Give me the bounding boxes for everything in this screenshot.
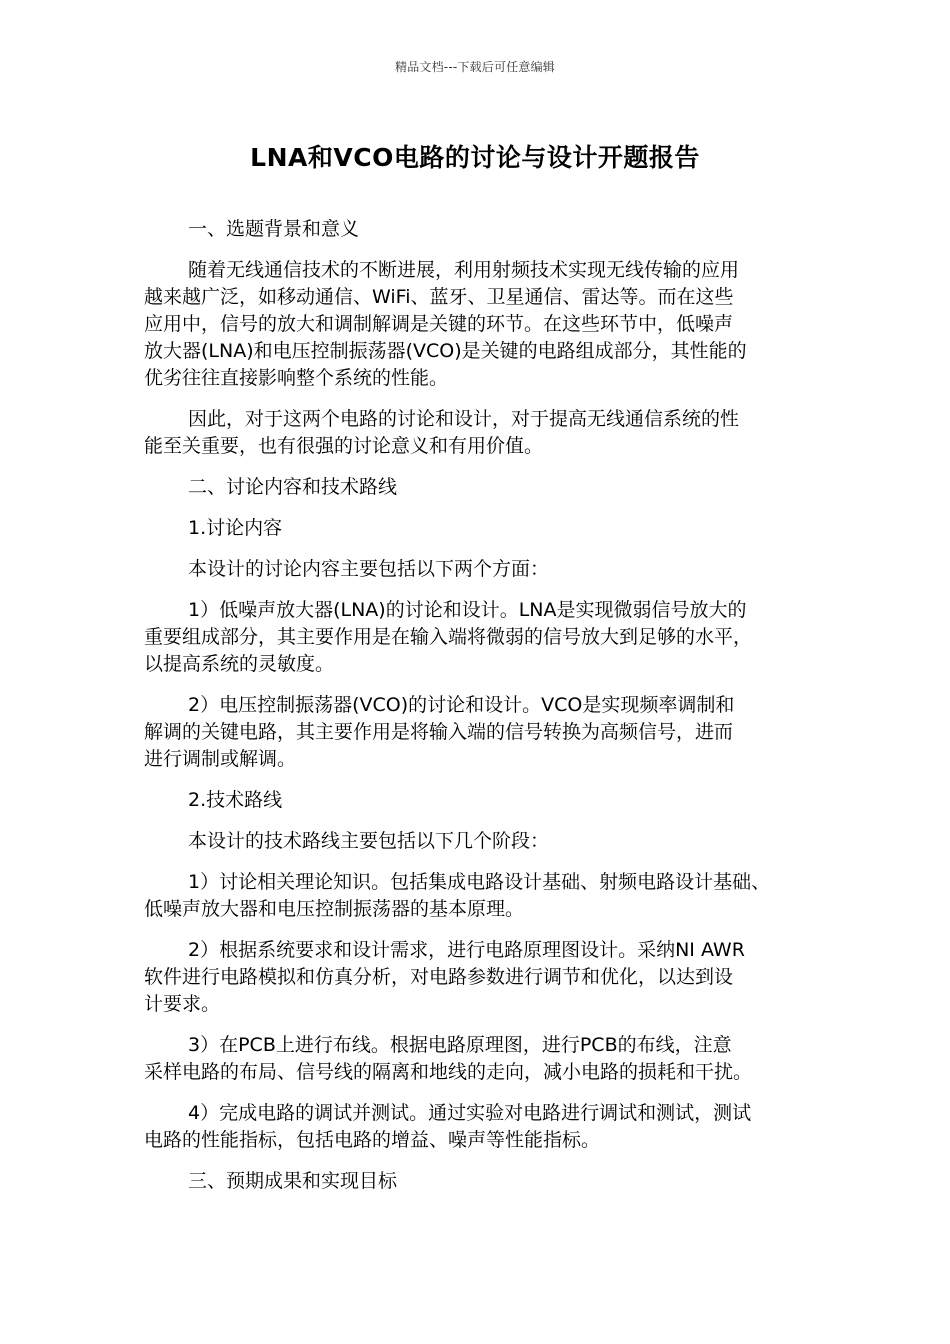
paragraph (144, 1168, 816, 1195)
paragraph-line: 计要求。 (144, 993, 221, 1015)
paragraph (144, 556, 816, 583)
paragraph-line: 软件进行电路模拟和仿真分析，对电路参数进行调节和优化，以达到设 (144, 966, 734, 988)
paragraph-line: 低噪声放大器和电压控制振荡器的基本原理。 (144, 898, 525, 920)
paragraph-line: 4）完成电路的调试并测试。通过实验对电路进行调试和测试，测试 (188, 1102, 752, 1124)
paragraph-line: 一、选题背景和意义 (188, 218, 360, 240)
paragraph (144, 216, 816, 243)
paragraph (144, 787, 816, 814)
paragraph (144, 937, 816, 1018)
paragraph-line: 本设计的讨论内容主要包括以下两个方面： (188, 558, 550, 580)
paragraph (144, 406, 816, 460)
paragraph-line: 2）根据系统要求和设计需求，进行电路原理图设计。采纳NI AWR (188, 939, 745, 961)
paragraph (144, 1032, 816, 1086)
paragraph-line: 优劣往往直接影响整个系统的性能。 (144, 367, 449, 389)
paragraph-line: 采样电路的布局、信号线的隔离和地线的走向，减小电路的损耗和干扰。 (144, 1061, 753, 1083)
paragraph-line: 解调的关键电路，其主要作用是将输入端的信号转换为高频信号，进而 (144, 721, 734, 743)
document-body (144, 216, 816, 1209)
paragraph-line: 1）低噪声放大器(LNA)的讨论和设计。LNA是实现微弱信号放大的 (188, 599, 747, 621)
paragraph-line: 三、预期成果和实现目标 (188, 1170, 398, 1192)
page-header: 精品文档---下载后可任意编辑 (395, 60, 555, 74)
paragraph (144, 474, 816, 501)
document-title: LNA和VCO电路的讨论与设计开题报告 (250, 143, 700, 172)
paragraph-line: 3）在PCB上进行布线。根据电路原理图，进行PCB的布线，注意 (188, 1034, 732, 1056)
paragraph-line: 电路的性能指标，包括电路的增益、噪声等性能指标。 (144, 1129, 601, 1151)
paragraph-line: 1）讨论相关理论知识。包括集成电路设计基础、射频电路设计基础、 (188, 871, 771, 893)
paragraph-line: 以提高系统的灵敏度。 (144, 653, 335, 675)
paragraph (144, 828, 816, 855)
paragraph-line: 因此，对于这两个电路的讨论和设计，对于提高无线通信系统的性 (188, 408, 740, 430)
paragraph-line: 重要组成部分，其主要作用是在输入端将微弱的信号放大到足够的水平， (144, 626, 753, 648)
paragraph (144, 692, 816, 773)
paragraph-line: 2.技术路线 (188, 789, 283, 811)
paragraph-line: 二、讨论内容和技术路线 (188, 476, 398, 498)
paragraph-line: 越来越广泛，如移动通信、WiFi、蓝牙、卫星通信、雷达等。而在这些 (144, 286, 734, 308)
paragraph-line: 能至关重要，也有很强的讨论意义和有用价值。 (144, 435, 544, 457)
paragraph-line: 2）电压控制振荡器(VCO)的讨论和设计。VCO是实现频率调制和 (188, 694, 735, 716)
paragraph (144, 1100, 816, 1154)
paragraph (144, 597, 816, 678)
paragraph-line: 放大器(LNA)和电压控制振荡器(VCO)是关键的电路组成部分，其性能的 (144, 340, 747, 362)
paragraph-line: 应用中，信号的放大和调制解调是关键的环节。在这些环节中，低噪声 (144, 313, 734, 335)
paragraph-line: 随着无线通信技术的不断进展，利用射频技术实现无线传输的应用 (188, 259, 740, 281)
paragraph-line: 1.讨论内容 (188, 517, 283, 539)
paragraph-line: 本设计的技术路线主要包括以下几个阶段： (188, 830, 550, 852)
paragraph-line: 进行调制或解调。 (144, 748, 297, 770)
paragraph (144, 515, 816, 542)
paragraph (144, 257, 816, 392)
paragraph (144, 869, 816, 923)
